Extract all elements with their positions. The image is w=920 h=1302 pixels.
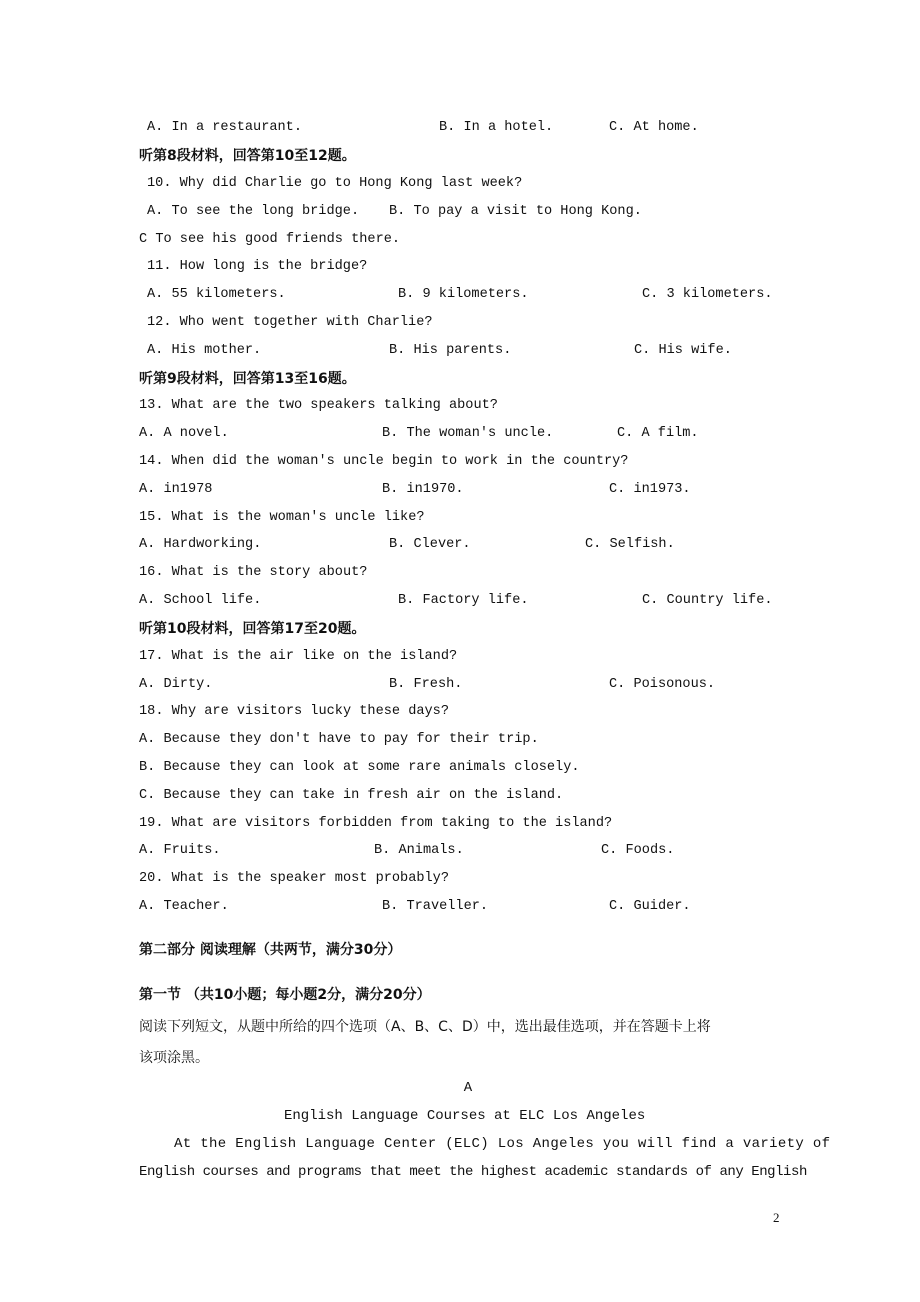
option: C. His wife. — [634, 343, 732, 358]
option: B. Clever. — [389, 537, 471, 552]
option: C. Country life. — [642, 593, 773, 608]
option: A. To see the long bridge. — [147, 204, 360, 219]
option: A. Hardworking. — [139, 537, 262, 552]
option: B. Fresh. — [389, 677, 463, 692]
option: A. Teacher. — [139, 899, 229, 914]
question: 14. When did the woman's uncle begin to work in the country? — [139, 454, 629, 469]
section-heading: 听第10段材料，回答第17至20题。 — [139, 621, 366, 637]
option: C. Guider. — [609, 899, 691, 914]
question: 20. What is the speaker most probably? — [139, 871, 449, 886]
option: A. 55 kilometers. — [147, 287, 286, 302]
question: 15. What is the woman's uncle like? — [139, 510, 425, 525]
passage-letter: A — [463, 1080, 473, 1096]
option: A. Because they don't have to pay for their trip. — [139, 732, 539, 747]
option: C. in1973. — [609, 482, 691, 497]
section-heading: 听第8段材料，回答第10至12题。 — [139, 148, 356, 164]
option: C. Poisonous. — [609, 677, 716, 692]
option: C. A film. — [617, 426, 699, 441]
option: C. Foods. — [601, 843, 675, 858]
option: B. Because they can look at some rare animals closely. — [139, 760, 580, 775]
option: C. 3 kilometers. — [642, 287, 773, 302]
instructions: 阅读下列短文，从题中所给的四个选项（A、B、C、D）中，选出最佳选项，并在答题卡上将 — [139, 1019, 711, 1035]
option: B. Animals. — [374, 843, 464, 858]
option: B. Factory life. — [398, 593, 529, 608]
option: B. Traveller. — [382, 899, 489, 914]
question: 18. Why are visitors lucky these days? — [139, 704, 449, 719]
option: B. The woman's uncle. — [382, 426, 554, 441]
option: B. In a hotel. — [439, 120, 554, 135]
option: B. in1970. — [382, 482, 464, 497]
option: A. Dirty. — [139, 677, 213, 692]
section-heading: 听第9段材料，回答第13至16题。 — [139, 371, 356, 387]
option: A. in1978 — [139, 482, 213, 497]
option: C. At home. — [609, 120, 699, 135]
question: 19. What are visitors forbidden from taking to the island? — [139, 816, 613, 831]
option: C To see his good friends there. — [139, 232, 401, 247]
passage-title: English Language Courses at ELC Los Angeles — [284, 1108, 646, 1124]
question: 13. What are the two speakers talking about? — [139, 398, 498, 413]
option: A. Fruits. — [139, 843, 221, 858]
question: 17. What is the air like on the island? — [139, 649, 458, 664]
option: B. To pay a visit to Hong Kong. — [389, 204, 642, 219]
part-heading: 第二部分 阅读理解（共两节，满分30分） — [139, 942, 402, 958]
option: A. A novel. — [139, 426, 229, 441]
option: C. Because they can take in fresh air on the island. — [139, 788, 564, 803]
question: 11. How long is the bridge? — [147, 259, 368, 274]
option: A. His mother. — [147, 343, 262, 358]
question: 10. Why did Charlie go to Hong Kong last week? — [147, 176, 523, 191]
option: B. His parents. — [389, 343, 512, 358]
option: C. Selfish. — [585, 537, 675, 552]
question: 16. What is the story about? — [139, 565, 368, 580]
page-number: 2 — [773, 1210, 780, 1225]
option: A. School life. — [139, 593, 262, 608]
instructions: 该项涂黑。 — [139, 1050, 209, 1066]
section-heading: 第一节 （共10小题；每小题2分，满分20分） — [139, 987, 431, 1003]
option: B. 9 kilometers. — [398, 287, 529, 302]
passage-text: English courses and programs that meet the highest academic standards of any English — [139, 1164, 807, 1180]
question: 12. Who went together with Charlie? — [147, 315, 433, 330]
passage-text: At the English Language Center (ELC) Los Angeles you will find a variety of — [139, 1136, 831, 1152]
option: A. In a restaurant. — [147, 120, 302, 135]
